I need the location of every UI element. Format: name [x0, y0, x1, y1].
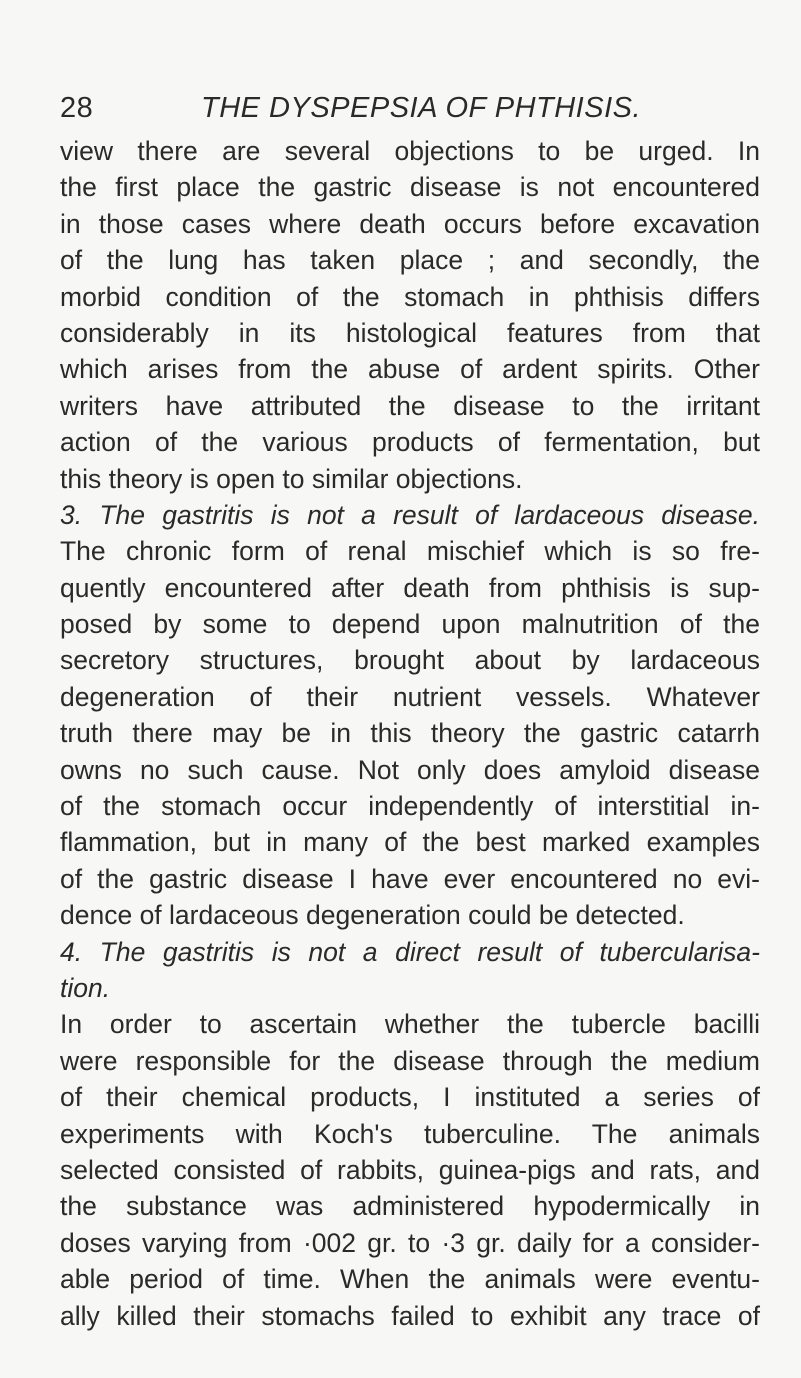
- text-line: degeneration of their nutrient vessels. Whatever: [60, 681, 760, 712]
- page-number: 28: [60, 92, 94, 124]
- text-line: flammation, but in many of the best marked examples: [60, 827, 760, 858]
- section-heading-3: 3. The gastritis is not a result of lardaceous disease.: [60, 499, 760, 530]
- text-line: of their chemical products, I instituted a series of: [60, 1082, 760, 1113]
- section-heading-4-cont: tion.: [60, 972, 111, 1003]
- text-line: writers have attributed the disease to the irritant: [60, 390, 760, 421]
- text-line: the substance was administered hypodermically in: [60, 1191, 760, 1222]
- running-header: [60, 88, 760, 128]
- text-line: of the gastric disease I have ever encountered no evi-: [60, 863, 760, 894]
- text-line: were responsible for the disease through the medium: [60, 1045, 760, 1076]
- text-line: owns no such cause. Not only does amyloid disease: [60, 754, 760, 785]
- text-line: morbid condition of the stomach in phthisis differs: [60, 281, 760, 312]
- text-line: which arises from the abuse of ardent spirits. Other: [60, 354, 760, 385]
- text-line: doses varying from ·002 gr. to ·3 gr. daily for a consider-: [60, 1227, 760, 1258]
- text-line: In order to ascertain whether the tubercle bacilli: [60, 1009, 760, 1040]
- text-line: this theory is open to similar objections.: [60, 463, 523, 494]
- text-line: The chronic form of renal mischief which is so fre-: [60, 536, 760, 567]
- text-line: secretory structures, brought about by lardaceous: [60, 645, 760, 676]
- text-line: posed by some to depend upon malnutrition of the: [60, 609, 760, 640]
- text-line: quently encountered after death from phthisis is sup-: [60, 572, 760, 603]
- text-line: of the lung has taken place ; and secondly, the: [60, 245, 760, 276]
- page-body-text: [60, 133, 760, 1334]
- text-line: of the stomach occur independently of interstitial in-: [60, 791, 760, 822]
- text-line: view there are several objections to be urged. In: [60, 136, 760, 166]
- text-line: considerably in its histological features from that: [60, 317, 760, 348]
- section-heading-4: 4. The gastritis is not a direct result of tubercularisa-: [60, 936, 760, 967]
- text-line: ally killed their stomachs failed to exhibit any trace of: [60, 1300, 760, 1331]
- text-line: selected consisted of rabbits, guinea-pigs and rats, and: [60, 1154, 760, 1185]
- text-line: truth there may be in this theory the gastric catarrh: [60, 718, 760, 749]
- running-title: THE DYSPEPSIA OF PHTHISIS.: [201, 92, 642, 124]
- text-line: action of the various products of fermentation, but: [60, 427, 760, 458]
- text-line: the first place the gastric disease is not encountered: [60, 172, 760, 203]
- text-line: in those cases where death occurs before excavation: [60, 208, 760, 239]
- text-line: dence of lardaceous degeneration could be detected.: [60, 900, 685, 931]
- text-line: experiments with Koch's tuberculine. The animals: [60, 1118, 760, 1149]
- text-line: able period of time. When the animals were eventu-: [60, 1264, 760, 1295]
